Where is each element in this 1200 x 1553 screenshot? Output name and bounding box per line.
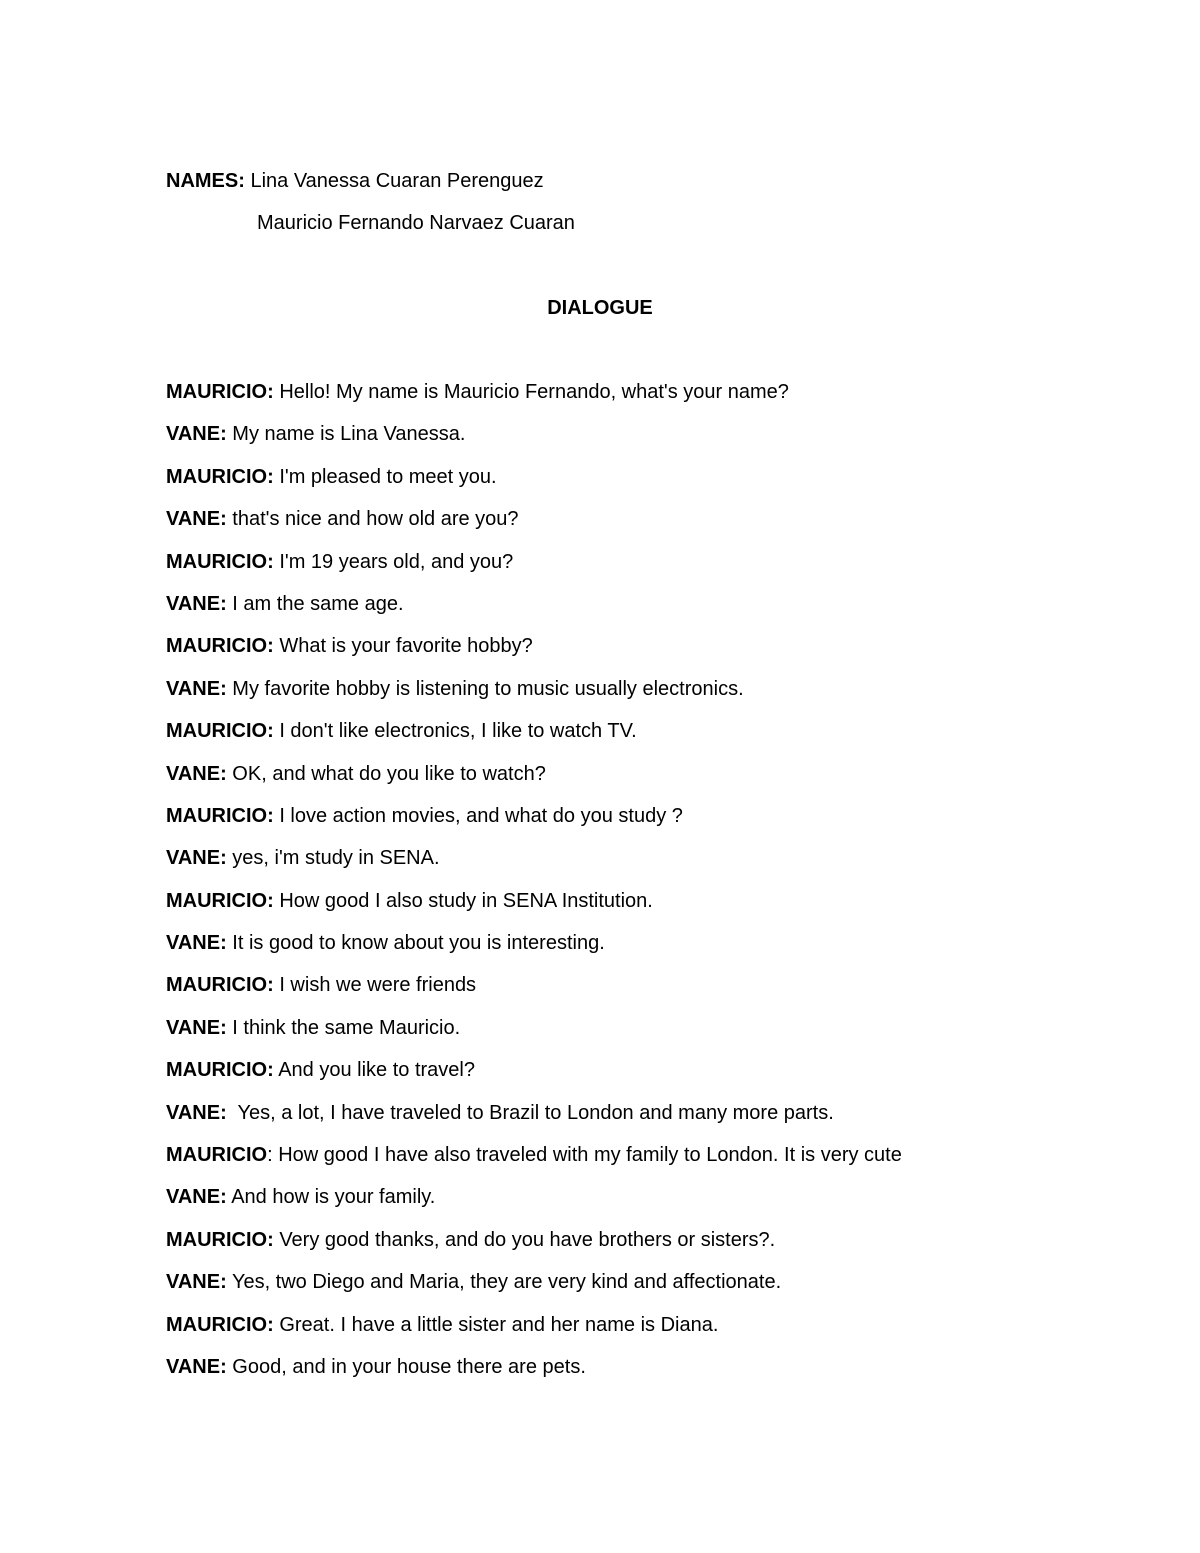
- speaker-label: VANE:: [166, 1355, 227, 1378]
- speaker-label: MAURICIO:: [166, 804, 274, 827]
- speaker-label: MAURICIO:: [166, 889, 274, 912]
- dialogue-line: [166, 550, 1166, 592]
- dialogue-line: [166, 1228, 1166, 1270]
- dialogue-line: [166, 973, 1166, 1015]
- dialogue-text: I think the same Mauricio.: [226, 1016, 461, 1039]
- dialogue-text: What is your favorite hobby?: [273, 635, 533, 658]
- dialogue-line: [166, 380, 1166, 422]
- speaker-label: VANE:: [166, 762, 227, 785]
- dialogue-line: [166, 677, 1166, 719]
- dialogue-line: [166, 465, 1166, 507]
- dialogue-text: I love action movies, and what do you study ?: [273, 804, 683, 827]
- speaker-label: VANE:: [166, 508, 227, 531]
- speaker-label: MAURICIO:: [166, 635, 274, 658]
- dialogue-text: Yes, a lot, I have traveled to Brazil to London and many more parts.: [226, 1101, 834, 1124]
- dialogue-text: that's nice and how old are you?: [226, 508, 519, 531]
- speaker-label: VANE:: [166, 423, 227, 446]
- speaker-label: VANE:: [166, 847, 227, 870]
- names-line: [166, 169, 544, 193]
- dialogue-title: DIALOGUE: [547, 297, 653, 319]
- dialogue-text: Hello! My name is Mauricio Fernando, what's your name?: [273, 381, 789, 403]
- dialogue-text: yes, i'm study in SENA.: [226, 847, 440, 870]
- dialogue-text: Good, and in your house there are pets.: [226, 1355, 586, 1378]
- speaker-label: VANE:: [166, 1271, 227, 1294]
- speaker-label: MAURICIO:: [166, 720, 274, 743]
- dialogue-line: [166, 1185, 1166, 1227]
- dialogue-text: Great. I have a little sister and her name is Diana.: [273, 1313, 719, 1336]
- dialogue-text: And you like to travel?: [273, 1059, 475, 1082]
- dialogue-line: [166, 719, 1166, 761]
- names-label: NAMES:: [166, 170, 245, 192]
- dialogue-line: [166, 1016, 1166, 1058]
- dialogue-line: [166, 1058, 1166, 1100]
- dialogue-line: [166, 1313, 1166, 1355]
- speaker-label: VANE:: [166, 1016, 227, 1039]
- dialogue-line: [166, 931, 1166, 973]
- dialogue-text: I'm pleased to meet you.: [273, 465, 497, 488]
- dialogue-text: OK, and what do you like to watch?: [226, 762, 546, 785]
- speaker-label: VANE:: [166, 677, 227, 700]
- dialogue-text: My favorite hobby is listening to music usually electronics.: [226, 677, 744, 700]
- speaker-label: MAURICIO:: [166, 381, 274, 403]
- dialogue-line: [166, 1143, 1166, 1185]
- dialogue-text: : How good I have also traveled with my family to London. It is very cute: [267, 1144, 902, 1167]
- dialogue-line: [166, 1355, 1166, 1397]
- dialogue-line: [166, 1270, 1166, 1312]
- dialogue-text: My name is Lina Vanessa.: [226, 423, 466, 446]
- speaker-label: MAURICIO:: [166, 1313, 274, 1336]
- dialogue-list: [166, 380, 1166, 1397]
- speaker-label: MAURICIO:: [166, 1059, 274, 1082]
- dialogue-text: I don't like electronics, I like to watch TV.: [273, 720, 637, 743]
- speaker-label: MAURICIO:: [166, 465, 274, 488]
- speaker-label: MAURICIO:: [166, 1228, 274, 1251]
- speaker-label: MAURICIO:: [166, 550, 274, 573]
- dialogue-line: [166, 804, 1166, 846]
- dialogue-line: [166, 889, 1166, 931]
- dialogue-line: [166, 422, 1166, 464]
- speaker-label: VANE:: [166, 932, 227, 955]
- dialogue-text: How good I also study in SENA Institution.: [273, 889, 653, 912]
- dialogue-text: I am the same age.: [226, 592, 404, 615]
- speaker-label: VANE:: [166, 1186, 227, 1209]
- speaker-label: VANE:: [166, 1101, 227, 1124]
- dialogue-line: [166, 507, 1166, 549]
- speaker-label: VANE:: [166, 592, 227, 615]
- speaker-label: MAURICIO:: [166, 974, 274, 997]
- dialogue-line: [166, 634, 1166, 676]
- dialogue-line: [166, 592, 1166, 634]
- student-name-2: Mauricio Fernando Narvaez Cuaran: [257, 212, 575, 234]
- dialogue-text: I'm 19 years old, and you?: [273, 550, 514, 573]
- dialogue-text: I wish we were friends: [273, 974, 477, 997]
- student-name-1: Lina Vanessa Cuaran Perenguez: [250, 170, 544, 192]
- speaker-label: MAURICIO: [166, 1144, 268, 1167]
- dialogue-line: [166, 846, 1166, 888]
- dialogue-text: It is good to know about you is interesting.: [226, 932, 605, 955]
- dialogue-text: Yes, two Diego and Maria, they are very kind and affectionate.: [226, 1271, 782, 1294]
- dialogue-line: [166, 1101, 1166, 1143]
- dialogue-text: Very good thanks, and do you have brothers or sisters?.: [273, 1228, 776, 1251]
- dialogue-text: And how is your family.: [226, 1186, 436, 1209]
- dialogue-line: [166, 762, 1166, 804]
